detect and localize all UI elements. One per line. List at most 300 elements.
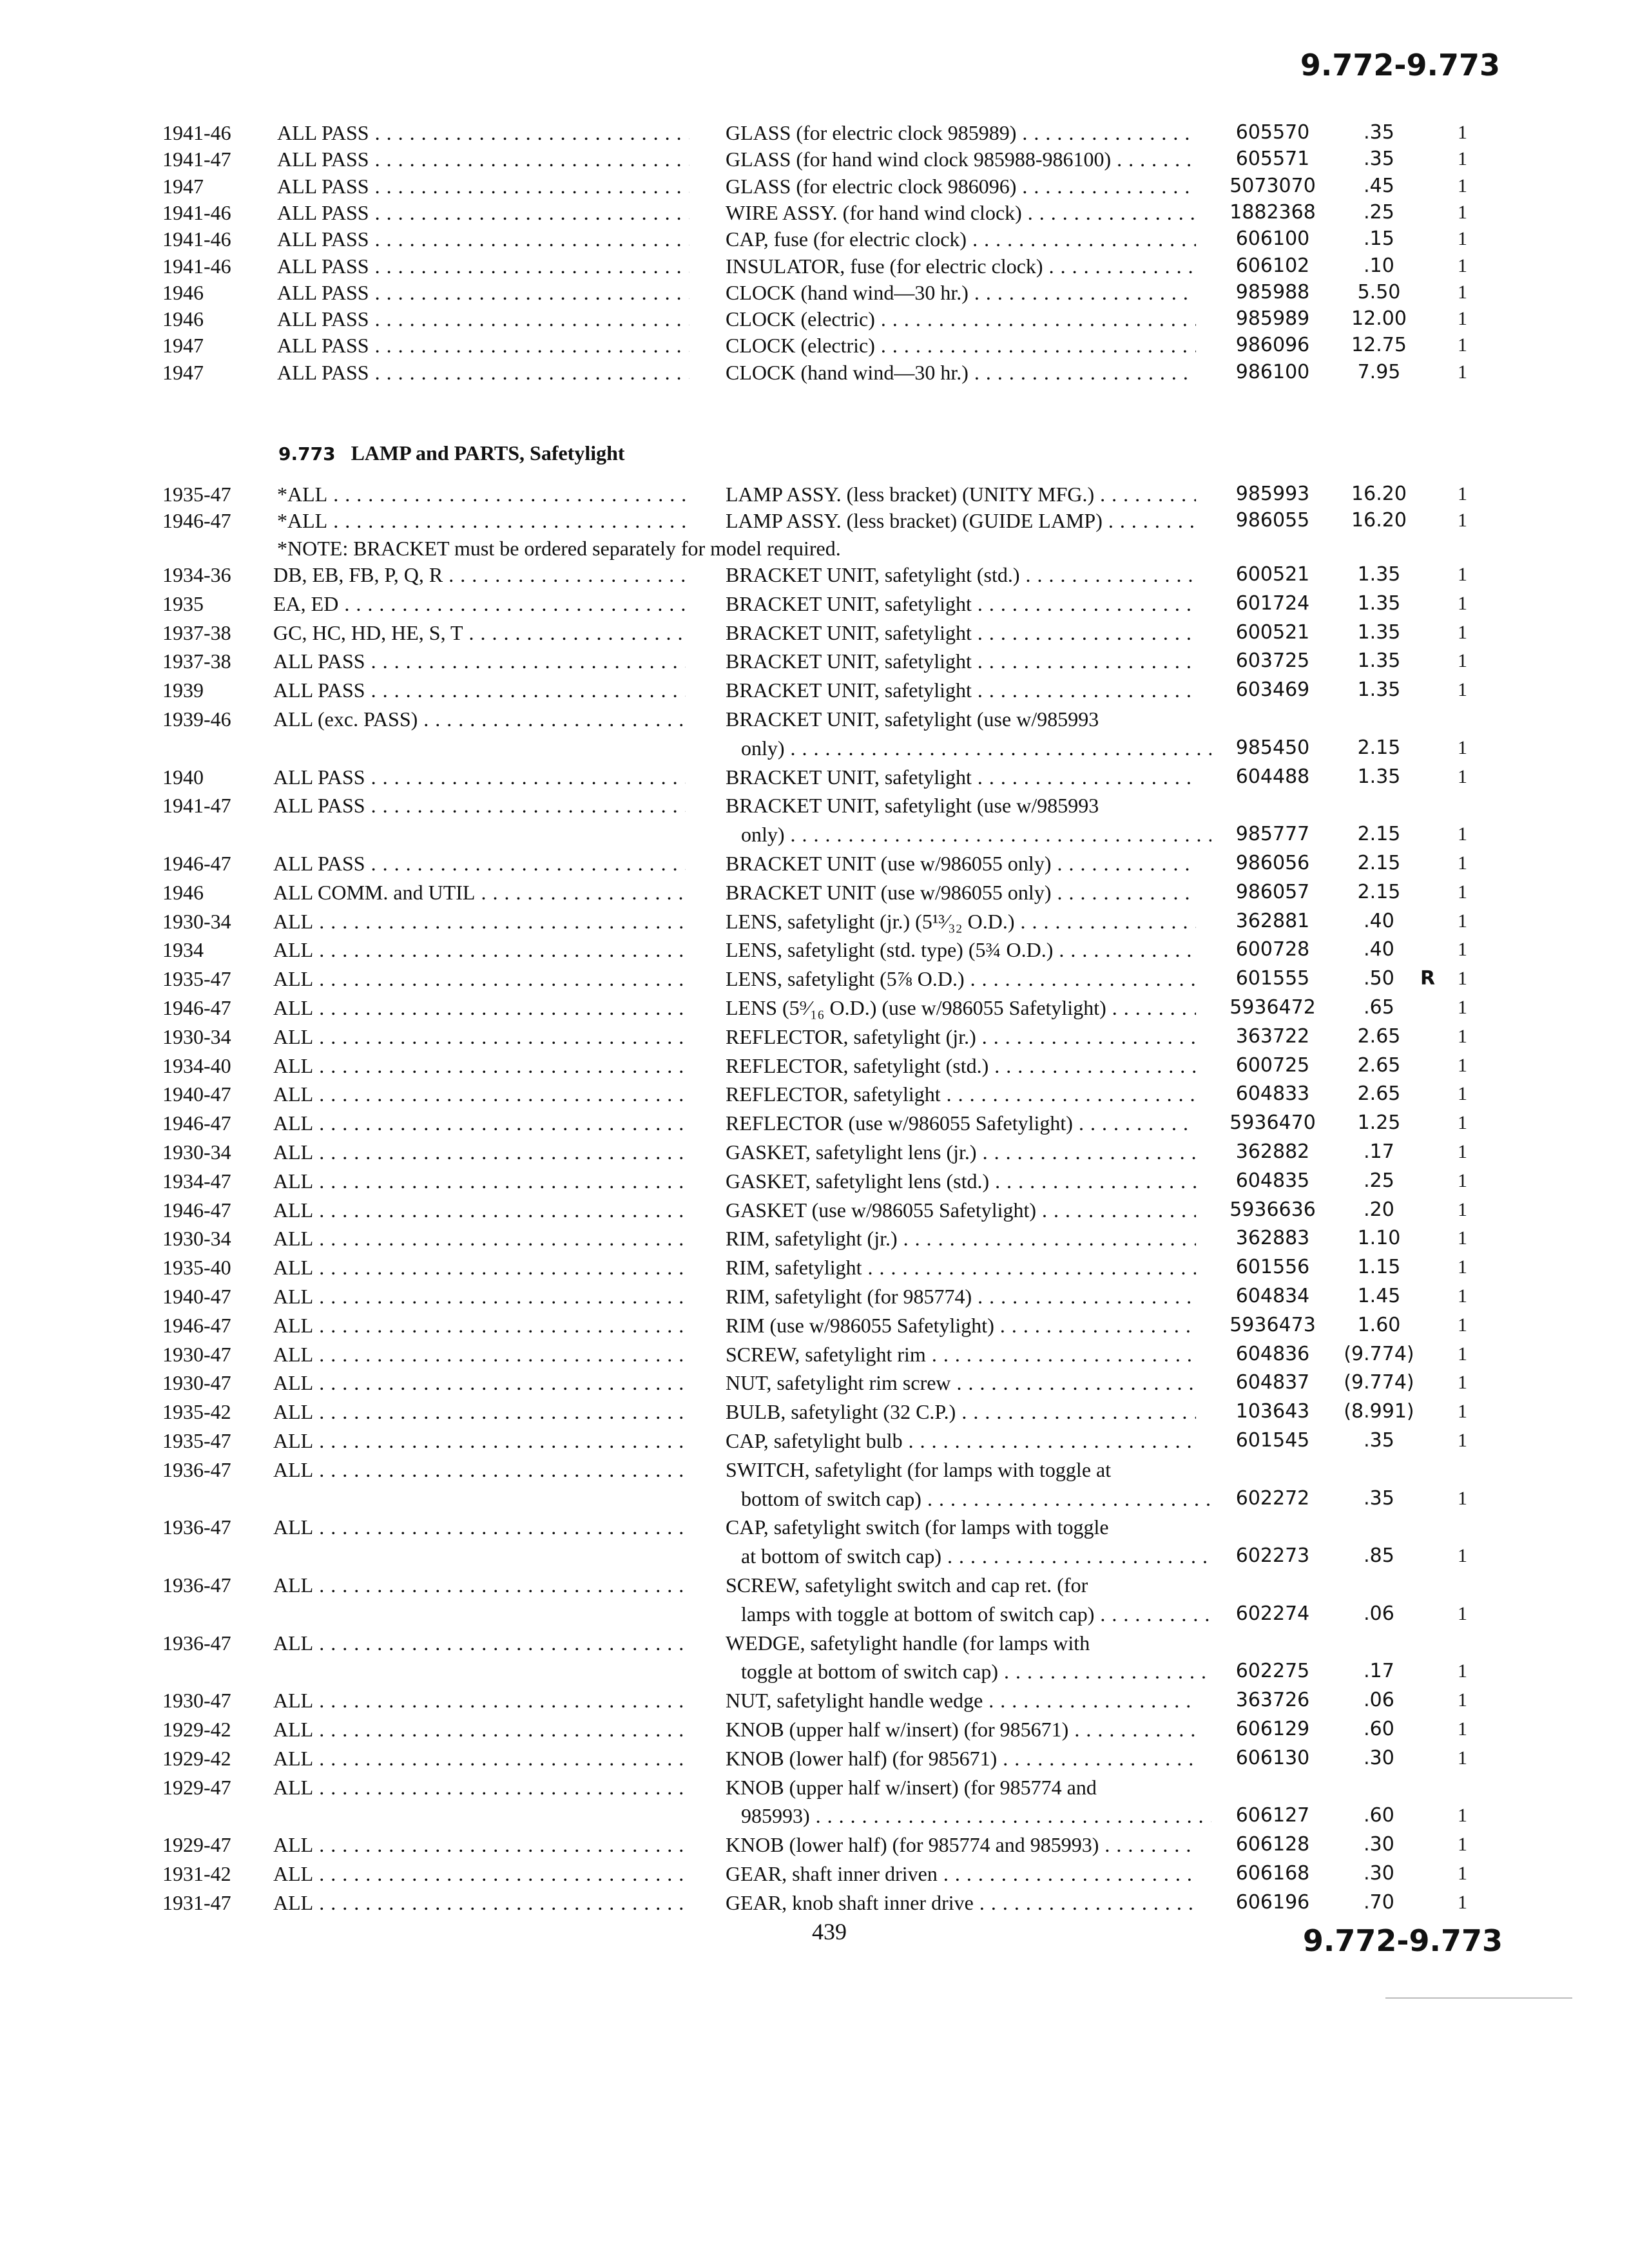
year-cell: 1935	[162, 591, 204, 615]
price-cell: 1.35	[1357, 591, 1401, 615]
description-cell: GEAR, shaft inner driven . . .	[726, 1860, 1196, 1888]
quantity-cell: 1	[1458, 1169, 1467, 1191]
price-cell: (9.774)	[1344, 1342, 1414, 1365]
part-number-cell: 986055	[1235, 509, 1310, 532]
quantity-cell: 1	[1458, 1227, 1467, 1249]
price-cell: 2.15	[1357, 880, 1401, 903]
part-number-cell: 985777	[1235, 823, 1310, 846]
description-cell: INSULATOR, fuse (for electric clock) . . .	[726, 252, 1196, 280]
quantity-cell: 1	[1458, 765, 1467, 787]
quantity-cell: 1	[1458, 621, 1467, 643]
model-cell: GC, HC, HD, HE, S, T . . .	[273, 619, 686, 647]
description-cell: BRACKET UNIT (use w/986055 only) . . .	[726, 878, 1196, 907]
table-row	[0, 590, 1629, 618]
price-cell: .70	[1364, 1890, 1394, 1914]
part-number-cell: 606127	[1235, 1804, 1310, 1827]
quantity-cell: 1	[1458, 1545, 1467, 1567]
description-cell: GLASS (for electric clock 985989) . . .	[726, 119, 1196, 147]
model-cell: ALL PASS . . .	[277, 172, 689, 200]
year-cell: 1946-47	[162, 509, 231, 532]
year-cell: 1936-47	[162, 1573, 231, 1597]
table-row	[0, 1138, 1629, 1166]
quantity-cell: 1	[1458, 823, 1467, 845]
year-cell: 1946	[162, 307, 204, 331]
description-cell: BRACKET UNIT, safetylight . . .	[726, 647, 1196, 675]
year-cell: 1947	[162, 334, 204, 358]
model-cell: ALL PASS . . .	[273, 791, 686, 820]
table-row	[0, 1427, 1629, 1455]
part-number-cell: 363722	[1235, 1024, 1310, 1048]
table-row	[0, 1571, 1629, 1599]
quantity-cell: 1	[1458, 1718, 1467, 1740]
price-cell: 2.65	[1357, 1053, 1401, 1077]
table-row	[0, 198, 1629, 227]
table-row	[0, 331, 1629, 360]
model-cell: ALL . . .	[273, 1427, 686, 1455]
page-header-code: 9.772-9.773	[1300, 48, 1500, 82]
model-cell: ALL . . .	[273, 1253, 686, 1282]
description-cell: SWITCH, safetylight (for lamps with toggle at	[726, 1457, 1112, 1481]
table-row	[0, 936, 1629, 964]
model-cell: ALL PASS . . .	[277, 278, 689, 307]
quantity-cell: 1	[1458, 228, 1467, 250]
quantity-cell: 1	[1458, 1660, 1467, 1682]
part-number-cell: 601556	[1235, 1256, 1310, 1279]
price-cell: 1.35	[1357, 678, 1401, 702]
model-cell: ALL . . .	[273, 1773, 686, 1802]
part-number-cell: 604833	[1235, 1082, 1310, 1106]
model-cell: ALL . . .	[273, 1744, 686, 1773]
quantity-cell: 1	[1458, 881, 1467, 903]
quantity-cell: 1	[1458, 1747, 1467, 1769]
model-cell: ALL PASS . . .	[273, 763, 686, 791]
year-cell: 1930-47	[162, 1371, 231, 1395]
price-cell: .30	[1364, 1862, 1394, 1885]
description-cell: REFLECTOR, safetylight (jr.) . . .	[726, 1023, 1196, 1051]
description-cell: LENS, safetylight (5⅞ O.D.) . . .	[726, 965, 1196, 993]
table-row	[0, 358, 1629, 387]
price-cell: .40	[1364, 938, 1394, 961]
table-row	[0, 965, 1629, 993]
description-cell: CLOCK (electric) . . .	[726, 331, 1196, 360]
quantity-cell: 1	[1458, 175, 1467, 197]
model-cell: ALL PASS . . .	[277, 358, 689, 387]
year-cell: 1937-38	[162, 649, 231, 673]
price-cell: .06	[1364, 1602, 1394, 1625]
quantity-cell: 1	[1458, 1285, 1467, 1307]
quantity-cell: 1	[1458, 334, 1467, 356]
part-number-cell: 5936636	[1229, 1198, 1316, 1221]
year-cell: 1935-42	[162, 1400, 231, 1424]
price-cell: 12.75	[1351, 334, 1407, 357]
page-footer-code: 9.772-9.773	[1302, 1923, 1503, 1958]
part-number-cell: 5936470	[1229, 1111, 1316, 1135]
price-cell: 1.35	[1357, 563, 1401, 586]
model-cell: ALL . . .	[273, 1571, 686, 1599]
description-cell-continued: lamps with toggle at bottom of switch cap) . . .	[741, 1600, 1211, 1628]
quantity-cell: 1	[1458, 1025, 1467, 1047]
description-cell: LAMP ASSY. (less bracket) (GUIDE LAMP) . . .	[726, 506, 1196, 535]
year-cell: 1931-47	[162, 1890, 231, 1914]
description-cell: GEAR, knob shaft inner drive . . .	[726, 1888, 1196, 1917]
description-cell: RIM (use w/986055 Safetylight) . . .	[726, 1311, 1196, 1340]
year-cell: 1939-46	[162, 707, 231, 731]
part-number-cell: 606102	[1235, 254, 1310, 277]
price-cell: .50	[1364, 967, 1394, 990]
quantity-cell: 1	[1458, 1112, 1467, 1134]
model-cell: ALL . . .	[273, 936, 686, 964]
description-cell: LENS, safetylight (std. type) (5¾ O.D.) . . .	[726, 936, 1196, 964]
quantity-cell: 1	[1458, 1805, 1467, 1827]
year-cell: 1930-47	[162, 1689, 231, 1713]
part-number-cell: 606129	[1235, 1718, 1310, 1740]
model-cell: ALL . . .	[273, 1513, 686, 1541]
table-row	[0, 1860, 1629, 1888]
year-cell: 1941-46	[162, 200, 231, 224]
description-cell: BRACKET UNIT, safetylight . . .	[726, 590, 1196, 618]
year-cell: 1940-47	[162, 1082, 231, 1106]
year-cell: 1930-34	[162, 1140, 231, 1164]
table-row	[0, 1196, 1629, 1224]
quantity-cell: 1	[1458, 308, 1467, 330]
quantity-cell: 1	[1458, 592, 1467, 614]
year-cell: 1934-47	[162, 1169, 231, 1193]
table-row	[0, 1456, 1629, 1484]
model-cell: ALL PASS . . .	[277, 119, 689, 147]
part-number-cell: 362883	[1235, 1227, 1310, 1250]
year-cell: 1946-47	[162, 996, 231, 1019]
model-cell: ALL . . .	[273, 1196, 686, 1224]
model-cell: ALL PASS . . .	[277, 145, 689, 173]
price-cell: .40	[1364, 909, 1394, 932]
year-cell: 1935-47	[162, 483, 231, 506]
year-cell: 1939	[162, 678, 204, 702]
part-number-cell: 600521	[1235, 620, 1310, 644]
table-row	[0, 1629, 1629, 1657]
quantity-cell: 1	[1458, 564, 1467, 585]
year-cell: 1934	[162, 938, 204, 962]
part-number-cell: 601555	[1235, 967, 1310, 990]
description-cell: CAP, safetylight switch (for lamps with toggle	[726, 1515, 1109, 1539]
description-cell: CLOCK (hand wind—30 hr.) . . .	[726, 278, 1196, 307]
part-number-cell: 985988	[1235, 280, 1310, 303]
part-number-cell: 604488	[1235, 765, 1310, 788]
description-cell: BRACKET UNIT, safetylight (use w/985993	[726, 794, 1099, 818]
quantity-cell: 1	[1458, 1891, 1467, 1913]
quantity-cell: 1	[1458, 910, 1467, 932]
price-cell: 16.20	[1351, 483, 1407, 505]
table-row	[0, 1715, 1629, 1744]
price-cell: .35	[1364, 121, 1394, 144]
year-cell: 1941-47	[162, 148, 231, 171]
description-cell-continued: 985993) . . .	[741, 1802, 1211, 1830]
table-row	[0, 1773, 1629, 1802]
table-row	[0, 907, 1629, 936]
price-cell: .60	[1364, 1804, 1394, 1827]
year-cell: 1936-47	[162, 1457, 231, 1481]
table-row	[0, 561, 1629, 589]
year-cell: 1946-47	[162, 1111, 231, 1135]
quantity-cell: 1	[1458, 1430, 1467, 1451]
model-cell: ALL . . .	[273, 1888, 686, 1917]
table-row-continuation	[0, 1657, 1629, 1686]
description-cell-continued: bottom of switch cap) . . .	[741, 1485, 1211, 1513]
price-cell: .60	[1364, 1718, 1394, 1740]
year-cell: 1940	[162, 765, 204, 789]
table-row	[0, 1831, 1629, 1859]
year-cell: 1934-36	[162, 563, 231, 586]
price-cell: 16.20	[1351, 509, 1407, 532]
description-cell: KNOB (lower half) (for 985774 and 985993) . . .	[726, 1831, 1196, 1859]
table-row	[0, 849, 1629, 878]
quantity-cell: 1	[1458, 997, 1467, 1018]
quantity-cell: 1	[1458, 1689, 1467, 1711]
section-number: 9.773	[278, 443, 336, 465]
model-cell: *ALL . . .	[277, 480, 689, 508]
quantity-cell: 1	[1458, 1083, 1467, 1105]
model-cell: ALL PASS . . .	[277, 331, 689, 360]
model-cell: ALL PASS . . .	[273, 647, 686, 675]
part-number-cell: 602272	[1235, 1486, 1310, 1510]
price-cell: 1.60	[1357, 1313, 1401, 1336]
year-cell: 1946	[162, 880, 204, 904]
part-number-cell: 986057	[1235, 880, 1310, 903]
part-number-cell: 986096	[1235, 334, 1310, 357]
model-cell: *ALL . . .	[277, 506, 689, 535]
part-number-cell: 602274	[1235, 1602, 1310, 1625]
description-cell: LENS (5⁹⁄₁₆ O.D.) (use w/986055 Safetylight) . . .	[726, 994, 1196, 1022]
year-cell: 1940-47	[162, 1285, 231, 1308]
table-row-continuation	[0, 1542, 1629, 1570]
year-cell: 1930-47	[162, 1342, 231, 1366]
description-cell: CAP, fuse (for electric clock) . . .	[726, 225, 1196, 253]
model-cell: DB, EB, FB, P, Q, R . . .	[273, 561, 686, 589]
part-number-cell: 604836	[1235, 1342, 1310, 1365]
model-cell: ALL . . .	[273, 1282, 686, 1311]
table-row	[0, 676, 1629, 704]
part-number-cell: 606128	[1235, 1833, 1310, 1856]
description-cell: RIM, safetylight (for 985774) . . .	[726, 1282, 1196, 1311]
table-row-continuation	[0, 1802, 1629, 1830]
part-number-cell: 1882368	[1229, 200, 1316, 224]
table-row	[0, 145, 1629, 173]
model-cell: ALL . . .	[273, 1052, 686, 1080]
price-cell: 2.65	[1357, 1024, 1401, 1048]
description-cell: BRACKET UNIT, safetylight . . .	[726, 763, 1196, 791]
description-cell: CLOCK (electric) . . .	[726, 305, 1196, 333]
quantity-cell: 1	[1458, 255, 1467, 276]
model-cell: ALL . . .	[273, 1831, 686, 1859]
model-cell: ALL . . .	[273, 1023, 686, 1051]
year-cell: 1931-42	[162, 1862, 231, 1885]
description-cell: KNOB (upper half w/insert) (for 985671) . . .	[726, 1715, 1196, 1744]
price-cell: 2.15	[1357, 852, 1401, 874]
year-cell: 1941-46	[162, 227, 231, 251]
price-cell: .17	[1364, 1140, 1394, 1163]
description-cell: BRACKET UNIT, safetylight (use w/985993	[726, 707, 1099, 731]
price-cell: .45	[1364, 174, 1394, 197]
part-number-cell: 604835	[1235, 1169, 1310, 1192]
table-row	[0, 1398, 1629, 1426]
table-row	[0, 1109, 1629, 1137]
model-cell: ALL . . .	[273, 1138, 686, 1166]
year-cell: 1934-40	[162, 1053, 231, 1077]
description-cell: WEDGE, safetylight handle (for lamps with	[726, 1631, 1090, 1655]
price-cell: 12.00	[1351, 307, 1407, 331]
table-row	[0, 252, 1629, 280]
quantity-cell: 1	[1458, 1141, 1467, 1162]
table-row	[0, 1686, 1629, 1715]
part-number-cell: 606130	[1235, 1746, 1310, 1769]
description-cell: KNOB (lower half) (for 985671) . . .	[726, 1744, 1196, 1773]
price-cell: 1.35	[1357, 765, 1401, 788]
model-cell: ALL . . .	[273, 1686, 686, 1715]
model-cell: ALL . . .	[273, 1311, 686, 1340]
price-cell: .25	[1364, 200, 1394, 224]
part-number-cell: 985450	[1235, 736, 1310, 759]
price-cell: .35	[1364, 148, 1394, 171]
part-number-cell: 986100	[1235, 360, 1310, 383]
price-cell: .30	[1364, 1746, 1394, 1769]
price-cell: .30	[1364, 1833, 1394, 1856]
description-cell: BULB, safetylight (32 C.P.) . . .	[726, 1398, 1196, 1426]
description-cell: KNOB (upper half w/insert) (for 985774 and	[726, 1775, 1097, 1799]
price-cell: 2.65	[1357, 1082, 1401, 1106]
quantity-cell: 1	[1458, 1054, 1467, 1076]
description-cell: RIM, safetylight (jr.) . . .	[726, 1224, 1196, 1253]
table-row	[0, 994, 1629, 1022]
model-cell: ALL . . .	[273, 1398, 686, 1426]
model-cell: ALL . . .	[273, 1860, 686, 1888]
part-number-cell: 5073070	[1229, 174, 1316, 197]
description-cell: GLASS (for hand wind clock 985988-986100) . . .	[726, 145, 1196, 173]
year-cell: 1937-38	[162, 620, 231, 644]
description-cell-continued: at bottom of switch cap) . . .	[741, 1542, 1211, 1570]
year-cell: 1946-47	[162, 852, 231, 875]
part-number-cell: 363726	[1235, 1689, 1310, 1712]
page-number: 439	[812, 1919, 847, 1945]
part-number-cell: 600521	[1235, 563, 1310, 586]
price-cell: 5.50	[1357, 280, 1401, 303]
price-cell: 1.25	[1357, 1111, 1401, 1135]
price-cell: .17	[1364, 1660, 1394, 1683]
description-cell-continued: toggle at bottom of switch cap) . . .	[741, 1657, 1211, 1686]
price-cell: .35	[1364, 1486, 1394, 1510]
price-cell: 1.10	[1357, 1227, 1401, 1250]
description-cell: BRACKET UNIT (use w/986055 only) . . .	[726, 849, 1196, 878]
description-cell: GASKET, safetylight lens (std.) . . .	[726, 1167, 1196, 1195]
table-row	[0, 480, 1629, 508]
table-row	[0, 1513, 1629, 1541]
year-cell: 1941-46	[162, 121, 231, 144]
model-cell: ALL PASS . . .	[273, 849, 686, 878]
section-title	[278, 439, 625, 468]
table-row	[0, 1253, 1629, 1282]
description-cell: REFLECTOR, safetylight (std.) . . .	[726, 1052, 1196, 1080]
part-number-cell: 600728	[1235, 938, 1310, 961]
model-cell: ALL . . .	[273, 1715, 686, 1744]
description-cell: REFLECTOR, safetylight . . .	[726, 1080, 1196, 1108]
description-cell: GLASS (for electric clock 986096) . . .	[726, 172, 1196, 200]
price-cell: (8.991)	[1344, 1400, 1414, 1423]
description-cell-continued: only) . . .	[741, 820, 1211, 849]
year-cell: 1947	[162, 174, 204, 198]
revision-flag: R	[1420, 967, 1436, 990]
part-number-cell: 604834	[1235, 1285, 1310, 1307]
part-number-cell: 600725	[1235, 1053, 1310, 1077]
table-row	[0, 878, 1629, 907]
model-cell: ALL COMM. and UTIL . . .	[273, 878, 686, 907]
description-cell-continued: only) . . .	[741, 734, 1211, 762]
part-number-cell: 606100	[1235, 227, 1310, 251]
description-cell: WIRE ASSY. (for hand wind clock) . . .	[726, 198, 1196, 227]
footer-rule	[1385, 1997, 1572, 1999]
description-cell: GASKET, safetylight lens (jr.) . . .	[726, 1138, 1196, 1166]
part-number-cell: 601545	[1235, 1429, 1310, 1452]
description-cell: SCREW, safetylight switch and cap ret. (for	[726, 1573, 1088, 1597]
quantity-cell: 1	[1458, 939, 1467, 961]
table-row	[0, 1888, 1629, 1917]
table-row	[0, 278, 1629, 307]
table-row	[0, 506, 1629, 535]
part-number-cell: 604837	[1235, 1371, 1310, 1394]
price-cell: 2.15	[1357, 736, 1401, 759]
table-row	[0, 225, 1629, 253]
quantity-cell: 1	[1458, 1372, 1467, 1394]
year-cell: 1929-42	[162, 1718, 231, 1741]
quantity-cell: 1	[1458, 361, 1467, 383]
part-number-cell: 602275	[1235, 1660, 1310, 1683]
table-row	[0, 1052, 1629, 1080]
description-cell: RIM, safetylight . . .	[726, 1253, 1196, 1282]
price-cell: 1.45	[1357, 1285, 1401, 1307]
quantity-cell: 1	[1458, 968, 1467, 990]
description-cell: CLOCK (hand wind—30 hr.) . . .	[726, 358, 1196, 387]
year-cell: 1941-46	[162, 254, 231, 278]
model-cell: ALL PASS . . .	[277, 225, 689, 253]
description-cell: GASKET (use w/986055 Safetylight) . . .	[726, 1196, 1196, 1224]
model-cell: ALL . . .	[273, 1369, 686, 1397]
part-number-cell: 605571	[1235, 148, 1310, 171]
description-cell: BRACKET UNIT, safetylight . . .	[726, 676, 1196, 704]
quantity-cell: 1	[1458, 201, 1467, 223]
table-row	[0, 763, 1629, 791]
table-row	[0, 1340, 1629, 1369]
model-cell: ALL . . .	[273, 1167, 686, 1195]
model-cell: ALL PASS . . .	[277, 305, 689, 333]
table-row	[0, 619, 1629, 647]
description-cell: BRACKET UNIT, safetylight (std.) . . .	[726, 561, 1196, 589]
model-cell: ALL . . .	[273, 907, 686, 936]
quantity-cell: 1	[1458, 679, 1467, 701]
year-cell: 1930-34	[162, 1227, 231, 1251]
table-row	[0, 1224, 1629, 1253]
year-cell: 1929-47	[162, 1833, 231, 1857]
quantity-cell: 1	[1458, 122, 1467, 143]
part-number-cell: 606168	[1235, 1862, 1310, 1885]
price-cell: .25	[1364, 1169, 1394, 1192]
quantity-cell: 1	[1458, 852, 1467, 874]
part-number-cell: 5936473	[1229, 1313, 1316, 1336]
part-number-cell: 606196	[1235, 1890, 1310, 1914]
model-cell: EA, ED . . .	[273, 590, 686, 618]
part-number-cell: 362882	[1235, 1140, 1310, 1163]
table-row	[0, 172, 1629, 200]
year-cell: 1946-47	[162, 1313, 231, 1337]
quantity-cell: 1	[1458, 1314, 1467, 1336]
price-cell: 2.15	[1357, 823, 1401, 846]
description-cell: SCREW, safetylight rim . . .	[726, 1340, 1196, 1369]
